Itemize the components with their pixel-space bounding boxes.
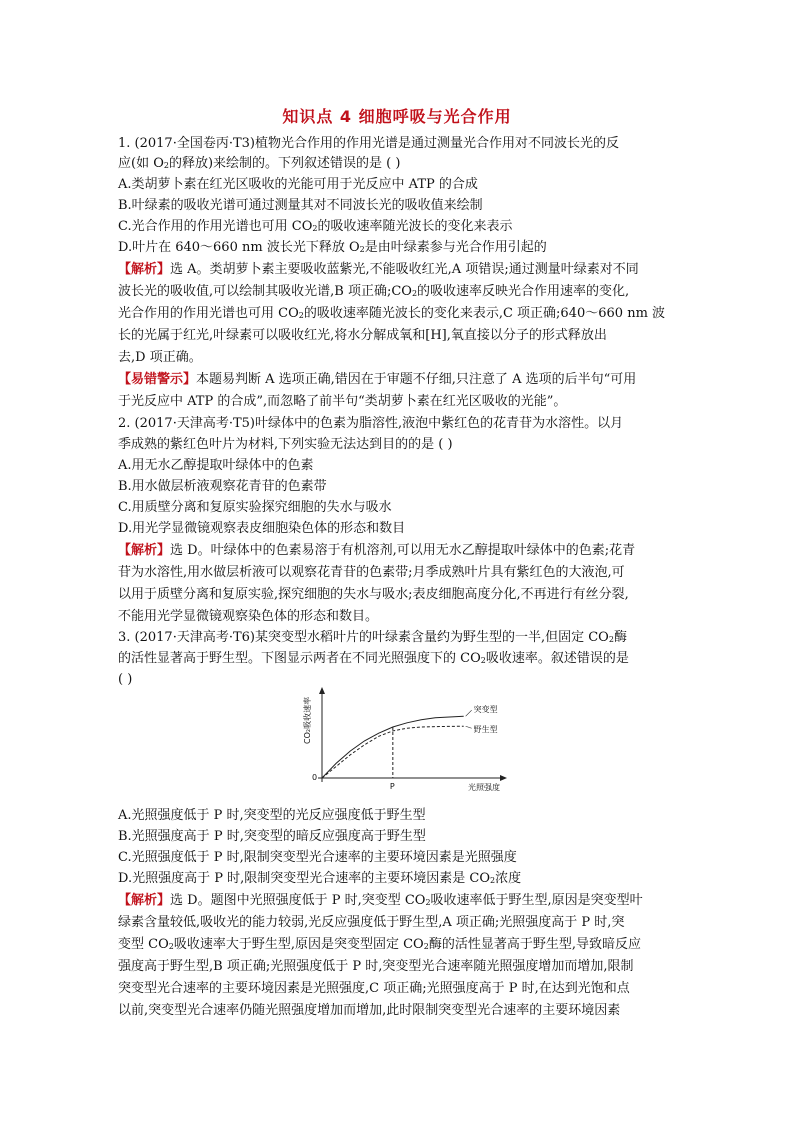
origin-label: 0: [312, 773, 318, 782]
q3-option-b: B.光照强度高于 P 时,突变型的暗反应强度高于野生型: [118, 829, 426, 844]
text: 吸收速率大于野生型,原因是突变型固定 CO: [173, 937, 424, 952]
subscript: 2: [489, 876, 496, 885]
subscript: 2: [480, 656, 486, 665]
q3-analysis-line5: 突变型光合速率的主要环境因素是光照强度,C 项正确;光照强度高于 P 时,在达到光饱和点: [118, 981, 630, 996]
series-label-mutant: 突变型: [473, 705, 498, 715]
q2-analysis-line1: [118, 543, 678, 559]
text: 选 A。类胡萝卜素主要吸收蓝紫光,不能吸收红光,A 项错误;通过测量叶绿素对不同: [170, 262, 639, 277]
subscript: 2: [423, 942, 429, 951]
subscript: 2: [298, 311, 304, 320]
q1-analysis-line4: 长的光属于红光,叶绿素可以吸收红光,将水分解成氧和[H],氧直接以分子的形式释放出: [118, 328, 607, 343]
q1-stem-line2: [118, 156, 678, 172]
series-leader-1: [466, 726, 472, 728]
q3-stem-line3: ( ): [118, 672, 133, 687]
q2-analysis-line2: 苷为水溶性,用水做层析液可以观察花青苷的色素带;月季成熟叶片具有紫红色的大液泡,可: [118, 565, 625, 580]
q2-option-b: B.用水做层析液观察花青苷的色素带: [118, 479, 327, 494]
y-axis-arrow: [319, 687, 325, 694]
q2-option-a: A.用无水乙醇提取叶绿体中的色素: [118, 458, 314, 473]
y-axis-label: CO₂吸收速率: [303, 696, 312, 744]
subscript: 2: [163, 161, 169, 170]
q3-option-d: [118, 871, 678, 887]
q1-option-a: A.类胡萝卜素在红光区吸收的光能可用于光反应中 ATP 的合成: [118, 177, 478, 192]
text: 变型 CO: [118, 937, 169, 952]
text: 的吸收速率反映光合作用速率的变化,: [417, 284, 630, 299]
q2-option-c: C.用质壁分离和复原实验探究细胞的失水与吸水: [118, 500, 392, 515]
text: 3. (2017·天津高考·T6)某突变型水稻叶片的叶绿素含量约为野生型的一半,但固定 CO: [118, 630, 609, 645]
subscript: 2: [608, 635, 614, 644]
analysis-label: 【解析】: [118, 543, 171, 558]
subscript: 2: [425, 898, 431, 907]
q1-analysis-line1: [118, 262, 678, 278]
co2-absorption-chart: [300, 684, 510, 796]
q1-warning-line2: 于光反应中 ATP 的合成”,而忽略了前半句“类胡萝卜素在红光区吸收的光能”。: [118, 394, 567, 409]
x-axis-arrow: [500, 775, 507, 781]
text: 应(如 O: [118, 156, 164, 171]
text: 本题易判断 A 选项正确,错因在于审题不仔细,只注意了 A 选项的后半句“可用: [196, 372, 637, 387]
subscript: 2: [312, 224, 318, 233]
analysis-label: 【解析】: [118, 262, 171, 277]
series-leader-0: [466, 710, 472, 716]
text: C.光合作用的作用光谱也可用 CO: [118, 219, 313, 234]
warning-label: 【易错警示】: [118, 372, 197, 387]
q1-warning-line1: [118, 372, 678, 388]
text: 光合作用的作用光谱也可用 CO: [118, 306, 299, 321]
chart-axes: [318, 687, 507, 782]
text: 的吸收速率随光波长的变化来表示: [317, 219, 513, 234]
series-label-wild: 野生型: [473, 725, 498, 735]
q3-analysis-line2: 绿素含量较低,吸收光的能力较弱,光反应强度低于野生型,A 项正确;光照强度高于 P 时,突: [118, 915, 625, 930]
q3-stem-line1: [118, 630, 678, 646]
chart-curves: [322, 716, 464, 778]
q3-analysis-line3: [118, 937, 678, 953]
q2-analysis-line3: 以用于质壁分离和复原实验,探究细胞的失水与吸水;表皮细胞高度分化,不再进行有丝分裂,: [118, 587, 629, 602]
q2-stem-line1: 2. (2017·天津高考·T5)叶绿体中的色素为脂溶性,液泡中紫红色的花青苷为水溶性。以月: [118, 416, 624, 431]
q3-option-a: A.光照强度低于 P 时,突变型的光反应强度低于野生型: [118, 808, 426, 823]
text: 波长光的吸收值,可以绘制其吸收光谱,B 项正确;CO: [118, 284, 412, 299]
q3-stem-line2: [118, 651, 678, 667]
q2-option-d: D.用光学显微镜观察表皮细胞染色体的形态和数目: [118, 521, 406, 536]
text: 是由叶绿素参与光合作用引起的: [364, 240, 547, 255]
text: D.叶片在 640～660 nm 波长光下释放 O: [118, 240, 360, 255]
text: 浓度: [495, 871, 522, 886]
text: 的活性显著高于野生型。下图显示两者在不同光照强度下的 CO: [118, 651, 481, 666]
q3-analysis-line6: 以前,突变型光合速率仍随光照强度增加而增加,此时限制突变型光合速率的主要环境因素: [118, 1003, 621, 1018]
text: 选 D。叶绿体中的色素易溶于有机溶剂,可以用无水乙醇提取叶绿体中的色素;花青: [170, 543, 636, 558]
q2-analysis-line4: 不能用光学显微镜观察染色体的形态和数目。: [118, 609, 379, 624]
q3-option-c: C.光照强度低于 P 时,限制突变型光合速率的主要环境因素是光照强度: [118, 850, 517, 865]
q1-analysis-line5: 去,D 项正确。: [118, 350, 202, 365]
q2-stem-line2: 季成熟的紫红色叶片为材料,下列实验无法达到目的的是 ( ): [118, 437, 453, 452]
q1-option-c: [118, 219, 678, 235]
q1-analysis-line2: [118, 284, 678, 300]
q3-analysis-line1: [118, 893, 678, 909]
x-axis-label: 光照强度: [468, 783, 500, 792]
text: 酶的活性显著高于野生型,导致暗反应: [428, 937, 641, 952]
q3-analysis-line4: 强度高于野生型,B 项正确;光照强度低于 P 时,突变型光合速率随光照强度增加而增加,限制: [118, 959, 634, 974]
q1-analysis-line3: [118, 306, 678, 322]
analysis-label: 【解析】: [118, 893, 171, 908]
q1-option-b: B.叶绿素的吸收光谱可通过测量其对不同波长光的吸收值来绘制: [118, 198, 483, 213]
text: 酶: [613, 630, 627, 645]
q1-stem-line1: 1. (2017·全国卷丙·T3)植物光合作用的作用光谱是通过测量光合作用对不同波长光的反: [118, 136, 619, 151]
page-title: 知识点 4 细胞呼吸与光合作用: [282, 107, 512, 126]
text: 的释放)来绘制的。下列叙述错误的是 ( ): [168, 156, 401, 171]
subscript: 2: [411, 289, 418, 298]
text: 的吸收速率随光波长的变化来表示,C 项正确;640～660 nm 波: [303, 306, 666, 321]
subscript: 2: [359, 245, 365, 254]
text: 吸收速率低于野生型,原因是突变型叶: [430, 893, 643, 908]
text: 吸收速率。叙述错误的是: [485, 651, 629, 666]
x-tick-label-p: P: [389, 782, 395, 791]
subscript: 2: [168, 942, 174, 951]
q1-option-d: [118, 240, 678, 256]
text: 选 D。题图中光照强度低于 P 时,突变型 CO: [170, 893, 426, 908]
text: D.光照强度高于 P 时,限制突变型光合速率的主要环境因素是 CO: [118, 871, 490, 886]
